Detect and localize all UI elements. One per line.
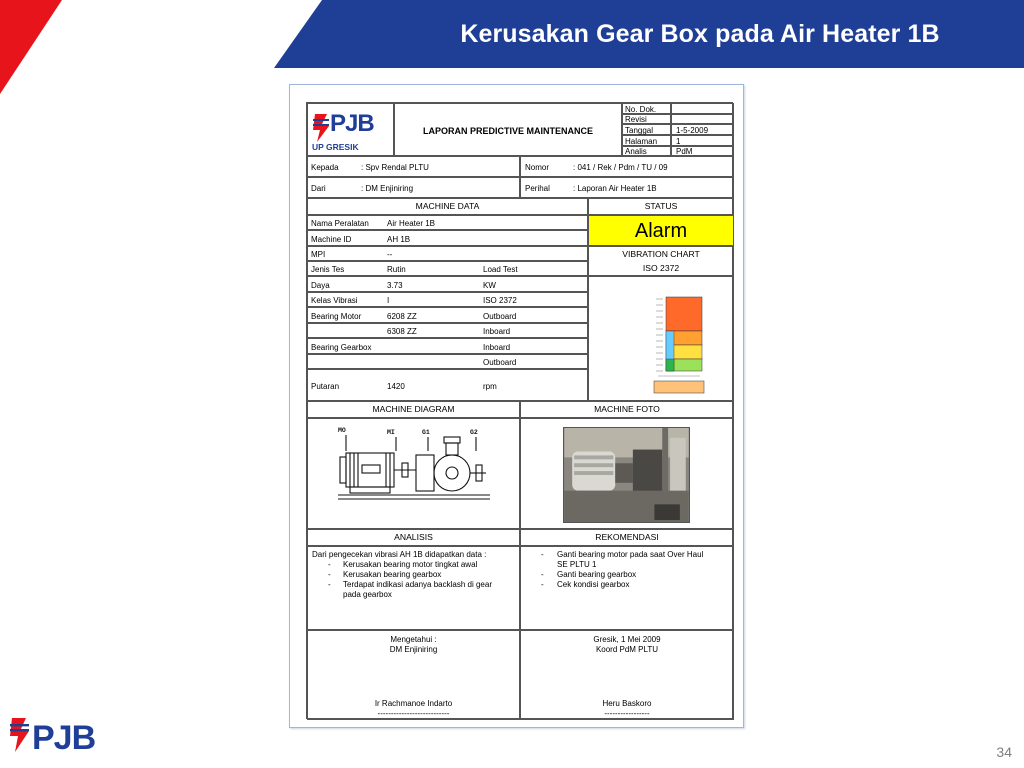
signature-left-line2: DM Enjiniring	[389, 645, 438, 654]
machine-data-unit: rpm	[483, 382, 497, 391]
nomor-label: Nomor	[525, 163, 550, 172]
diagram-label-g2: G2	[470, 429, 478, 436]
rekomendasi-header: REKOMENDASI	[595, 532, 659, 542]
machine-data-unit: ISO 2372	[483, 296, 517, 305]
meta-label: Analis	[625, 147, 647, 156]
machine-data-value: Air Heater 1B	[387, 219, 436, 228]
iso-label: ISO 2372	[642, 263, 680, 273]
machine-data-value: 3.73	[387, 281, 403, 290]
analisis-item: Terdapat indikasi adanya backlash di gear	[343, 580, 492, 589]
machine-data-value: 1420	[387, 382, 405, 391]
page-number: 34	[996, 744, 1012, 760]
report-logo-cell	[307, 103, 394, 156]
machine-data-unit: Inboard	[483, 343, 511, 352]
dari-label: Dari	[311, 184, 326, 193]
machine-data-label: Jenis Tes	[311, 265, 345, 274]
report-logo-text: PJB	[330, 110, 374, 137]
machine-data-label: Daya	[311, 281, 330, 290]
rekomendasi-item: SE PLTU 1	[557, 560, 597, 569]
machine-data-header: MACHINE DATA	[415, 201, 480, 211]
vibration-chart-label: VIBRATION CHART	[622, 249, 700, 259]
analisis-header: ANALISIS	[394, 532, 433, 542]
machine-data-label: Bearing Gearbox	[311, 343, 372, 352]
iso-vibration-chart-image	[652, 293, 706, 395]
analisis-intro: Dari pengecekan vibrasi AH 1B didapatkan data :	[312, 550, 487, 559]
signature-left-rule: ---------------------------	[377, 709, 450, 718]
pjb-footer-logo	[8, 714, 112, 756]
signature-right-line1: Gresik, 1 Mei 2009	[593, 635, 661, 644]
rekomendasi-item: Ganti bearing gearbox	[557, 570, 637, 579]
perihal-label: Perihal	[525, 184, 550, 193]
nomor-value: : 041 / Rek / Pdm / TU / 09	[573, 163, 668, 172]
machine-data-value: I	[387, 296, 390, 305]
analisis-item: pada gearbox	[343, 590, 392, 599]
status-header: STATUS	[644, 201, 678, 211]
meta-value: 1-5-2009	[676, 126, 709, 135]
diagram-label-g1: G1	[422, 429, 430, 436]
machine-diagram-drawing	[336, 425, 496, 509]
machine-data-value: --	[387, 250, 393, 259]
machine-data-value: Rutin	[387, 265, 406, 274]
machine-data-label: Kelas Vibrasi	[311, 296, 358, 305]
machine-data-label: Putaran	[311, 382, 340, 391]
machine-data-unit: Inboard	[483, 327, 511, 336]
meta-value: 1	[676, 137, 681, 146]
dari-value: : DM Enjiniring	[361, 184, 414, 193]
diagram-label-mi: MI	[387, 429, 395, 436]
kepada-value: : Spv Rendal PLTU	[361, 163, 429, 172]
perihal-value: : Laporan Air Heater 1B	[573, 184, 657, 193]
analisis-item: Kerusakan bearing motor tingkat awal	[343, 560, 478, 569]
machine-data-label: Nama Peralatan	[311, 219, 369, 228]
rekomendasi-body: - Ganti bearing motor pada saat Over Haul SE PLTU 1 - Ganti bearing gearbox - Cek kondisi gearbox	[520, 546, 734, 630]
machine-photo	[563, 427, 690, 523]
kepada-label: Kepada	[311, 163, 339, 172]
machine-data-unit: Load Test	[483, 265, 518, 274]
machine-data-unit: Outboard	[483, 312, 517, 321]
alarm-status-box	[588, 215, 734, 246]
dari-row	[307, 177, 520, 198]
report-sheet	[306, 102, 733, 719]
machine-data-value: AH 1B	[387, 235, 411, 244]
signature-left-line1: Mengetahui :	[390, 635, 437, 644]
meta-label: Halaman	[625, 137, 658, 146]
machine-foto-header: MACHINE FOTO	[594, 404, 660, 414]
report-logo-subtext: UP GRESIK	[312, 142, 359, 152]
signature-left-name: Ir Rachmanoe Indarto	[374, 699, 453, 708]
diagram-label-mo: MO	[338, 427, 346, 434]
meta-label: Revisi	[625, 115, 647, 124]
report-title-cell	[394, 103, 622, 156]
rekomendasi-item: Cek kondisi gearbox	[557, 580, 630, 589]
machine-diagram-cell	[307, 418, 520, 529]
report-document	[289, 84, 744, 728]
analisis-body: Dari pengecekan vibrasi AH 1B didapatkan data : - Kerusakan bearing motor tingkat awal - Kerusakan bearing gearbox - Terdapat indikasi adanya backlash di gear pada gearbox	[307, 546, 520, 630]
meta-label: Tanggal	[625, 126, 654, 135]
machine-data-value: 6308 ZZ	[387, 327, 417, 336]
machine-data-label: Machine ID	[311, 235, 352, 244]
status-value: Alarm	[634, 220, 688, 242]
machine-data-value: 6208 ZZ	[387, 312, 417, 321]
signature-left	[307, 630, 520, 720]
signature-right-rule: -----------------	[604, 709, 650, 718]
meta-value: PdM	[676, 147, 693, 156]
perihal-row	[520, 177, 734, 198]
footer-logo-text: PJB	[32, 719, 96, 756]
machine-data-label: Bearing Motor	[311, 312, 362, 321]
slide-title: Kerusakan Gear Box pada Air Heater 1B	[460, 20, 940, 48]
analisis-item: Kerusakan bearing gearbox	[343, 570, 442, 579]
kepada-row	[307, 156, 520, 177]
machine-data-label: MPI	[311, 250, 326, 259]
signature-right-name: Heru Baskoro	[602, 699, 652, 708]
nomor-row	[520, 156, 734, 177]
report-title: LAPORAN PREDICTIVE MAINTENANCE	[422, 126, 593, 136]
machine-data-unit: KW	[483, 281, 496, 290]
signature-right	[520, 630, 734, 720]
machine-data-unit: Outboard	[483, 358, 517, 367]
machine-diagram-header: MACHINE DIAGRAM	[372, 404, 455, 414]
signature-right-line2: Koord PdM PLTU	[595, 645, 659, 654]
meta-label: No. Dok.	[625, 105, 657, 114]
rekomendasi-item: Ganti bearing motor pada saat Over Haul	[557, 550, 704, 559]
